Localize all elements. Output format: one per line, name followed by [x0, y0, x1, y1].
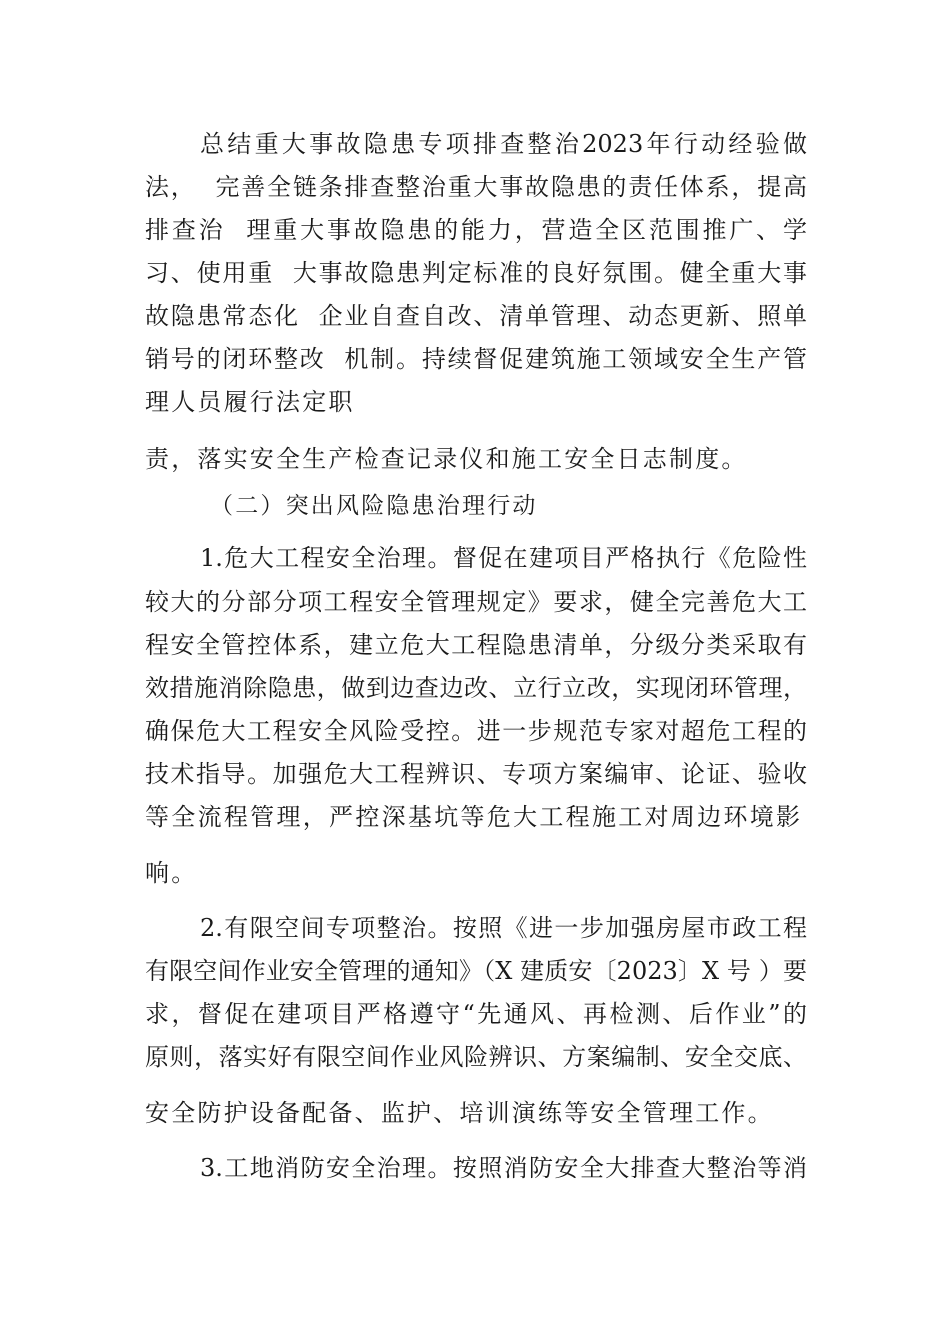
- text-line: 理人员履行法定职: [145, 388, 355, 416]
- text-line: 有限空间作业安全管理的通知》（X 建质安〔2023〕X 号 ）要: [145, 957, 807, 985]
- text-line: 2.有限空间专项整治。按照《进一步加强房屋市政工程: [200, 914, 807, 942]
- section-heading: （二）突出风险隐患治理行动: [210, 493, 538, 519]
- text-line: 法， 完善全链条排查整治重大事故隐患的责任体系，提高: [145, 173, 807, 201]
- text-line: 较大的分部分项工程安全管理规定》要求，健全完善危大工: [145, 588, 807, 616]
- text-line: 求，督促在建项目严格遵守“先通风、再检测、后作业”的: [145, 1000, 807, 1028]
- text-line: 响。: [145, 859, 198, 887]
- text-line: 故隐患常态化 企业自查自改、清单管理、动态更新、照单: [145, 302, 807, 330]
- text-line: 程安全管控体系，建立危大工程隐患清单，分级分类采取有: [145, 631, 807, 659]
- text-line: 原则，落实好有限空间作业风险辨识、方案编制、安全交底、: [145, 1043, 807, 1071]
- text-line: 排查治 理重大事故隐患的能力，营造全区范围推广、学: [145, 216, 807, 244]
- text-line: 技术指导。加强危大工程辨识、专项方案编审、论证、验收: [145, 760, 807, 788]
- text-line: 销号的闭环整改 机制。持续督促建筑施工领域安全生产管: [145, 345, 807, 373]
- text-line: 确保危大工程安全风险受控。进一步规范专家对超危工程的: [145, 717, 807, 745]
- text-line: 习、使用重 大事故隐患判定标准的良好氛围。健全重大事: [145, 259, 807, 287]
- text-line: 安全防护设备配备、监护、培训演练等安全管理工作。: [145, 1099, 774, 1127]
- text-line: 效措施消除隐患，做到边查边改、立行立改，实现闭环管理，: [145, 674, 807, 702]
- text-line: 责，落实安全生产检查记录仪和施工安全日志制度。: [145, 445, 748, 473]
- text-line: 1.危大工程安全治理。督促在建项目严格执行《危险性: [200, 544, 807, 572]
- text-line: 总结重大事故隐患专项排查整治2023年行动经验做: [200, 130, 807, 158]
- text-line: 等全流程管理，严控深基坑等危大工程施工对周边环境影: [145, 803, 800, 831]
- text-line: 3.工地消防安全治理。按照消防安全大排查大整治等消: [200, 1154, 807, 1182]
